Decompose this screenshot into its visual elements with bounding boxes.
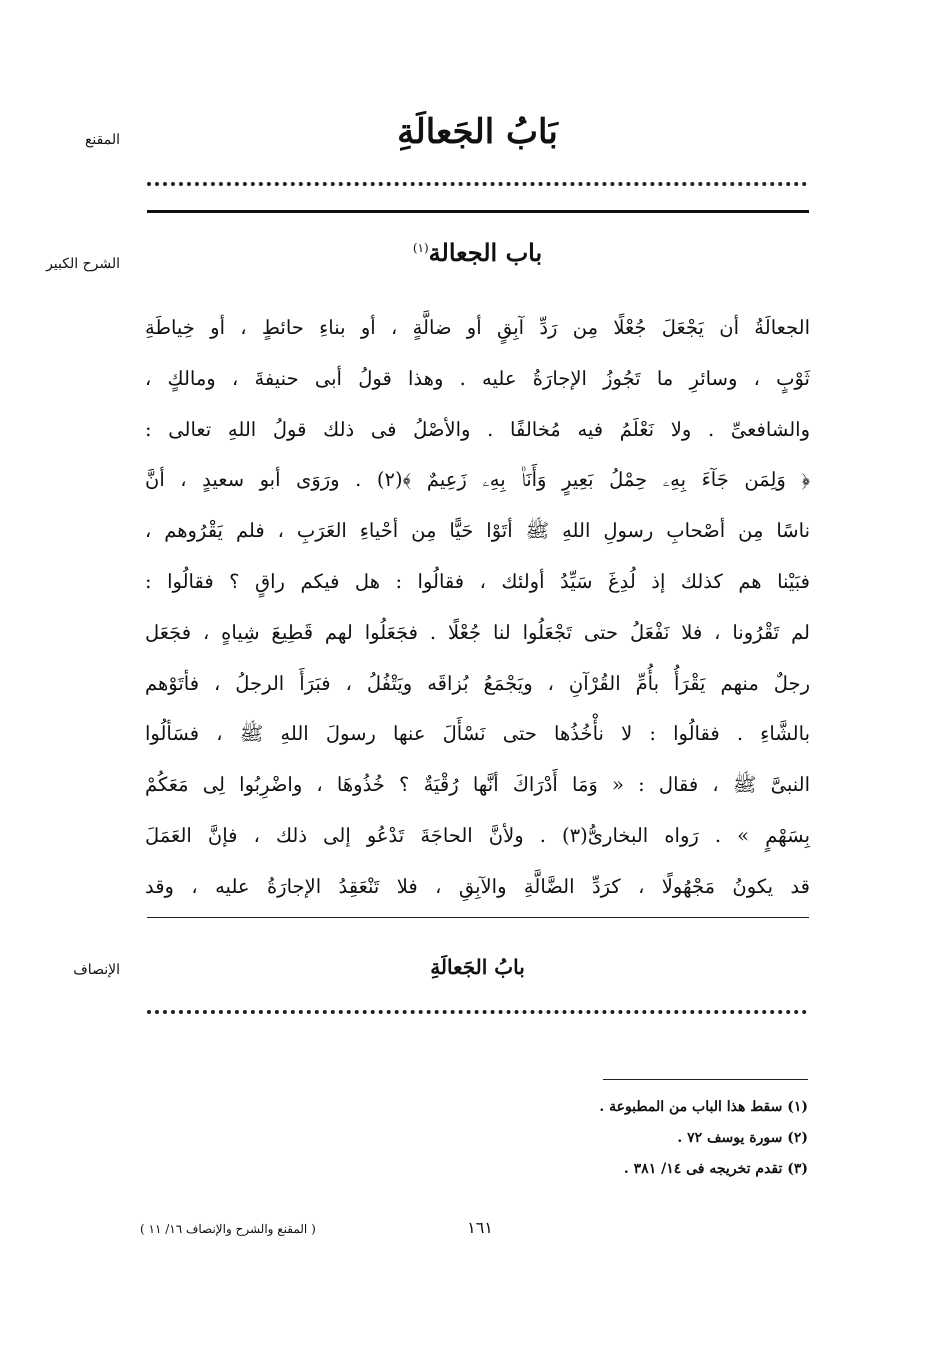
dotted-divider-insaf (147, 1010, 807, 1014)
sharh-title-text: باب الجعالة (428, 238, 543, 267)
body-line: ﴿ وَلِمَن جَآءَ بِهِۦ حِمْلُ بَعِيرٍ وَأَنَا۠ بِهِۦ زَعِيمٌ ﴾(٢) . ورَوَى أبو سعيدٍ ، أنَّ (145, 468, 811, 492)
section-rule-thick (147, 210, 809, 213)
body-line: ناسًا مِن أصْحابِ رسولِ اللهِ ﷺ أتَوْا حَيًّا مِن أحْياءِ العَرَبِ ، فلم يَقْرُوهم ، (145, 519, 810, 543)
side-label-sharh: الشرح الكبير (46, 256, 120, 272)
footnote-2: (٢) سورة يوسف ٧٢ . (677, 1130, 808, 1146)
body-line: بِسَهْمٍ » . رَواه البخارىُّ(٣) . ولأنَّ الحاجَةَ تَدْعُو إلى ذلك ، فإنَّ العَمَلَ (145, 823, 810, 847)
footnote-rule (603, 1079, 808, 1080)
body-line: ثَوْبٍ ، وسائرِ ما تَجُوزُ الإجارَةُ عليه . وهذا قولُ أبى حنيفةَ ، ومالكٍ ، (145, 366, 810, 390)
footnote-3: (٣) تقدم تخريجه فى ١٤/ ٣٨١ . (623, 1161, 808, 1177)
side-label-muqni: المقنع (84, 132, 120, 148)
body-line: لم تَقْرُونا ، فلا نَفْعَلُ حتى تَجْعَلُوا لنا جُعْلًا . فجَعَلُوا لهم قَطِيعَ شِياهٍ ، فجَعَل (145, 620, 810, 644)
body-line: بالشَّاءِ . فقالُوا : لا نأْخُذُها حتى نَسْأَلَ عنها رسولَ اللهِ ﷺ ، فسَألُوا (145, 722, 810, 746)
dotted-divider-top (147, 182, 807, 186)
sharh-title-footnote-mark: (١) (412, 241, 429, 255)
page-title: بَابُ الجَعالَةِ (397, 112, 558, 152)
sharh-section-title (145, 238, 810, 267)
section-rule-thin (147, 917, 809, 918)
body-line: الجعالَةُ أن يَجْعَلَ جُعْلًا مِن رَدِّ آبِقٍ أو ضالَّةٍ ، أو بناءِ حائطٍ ، أو خِياطَةِ (145, 316, 810, 339)
page-number: ١٦١ (467, 1218, 493, 1237)
body-line: فبَيْنا هم كذلك إذ لُدِغَ سَيِّدُ أولئك ، فقالُوا : هل فيكم راقٍ ؟ فقالُوا : (145, 569, 810, 593)
body-line: قد يكونُ مَجْهُولًا ، كرَدِّ الضَّالَّةِ والآبِقِ ، فلا تَنْعَقِدُ الإجارَةُ عليه ، وقد (145, 874, 810, 898)
body-line: رجلٌ منهم يَقْرَأُ بأُمِّ القُرْآنِ ، ويَجْمَعُ بُزاقَه ويَتْفُلُ ، فبَرَأَ الرجلُ ، فأتَوْهم (145, 671, 810, 695)
body-line: والشافعىِّ . ولا نَعْلَمُ فيه مُخالفًا . والأصْلُ فى ذلك قولُ اللهِ تعالى : (145, 417, 810, 441)
sharh-body (145, 303, 810, 913)
volume-reference: ( المقنع والشرح والإنصاف ١٦/ ١١ ) (140, 1222, 316, 1236)
body-line: النبىَّ ﷺ ، فقال : « وَمَا أَدْرَاكَ أنَّها رُقْيَةٌ ؟ خُذُوهَا ، واضْرِبُوا لِى مَعَكُمْ (145, 773, 810, 797)
footnote-1: (١) سقط هذا الباب من المطبوعة . (599, 1099, 808, 1115)
side-label-insaf: الإنصاف (73, 962, 120, 978)
insaf-section-title: بابُ الجَعالَةِ (430, 955, 525, 979)
